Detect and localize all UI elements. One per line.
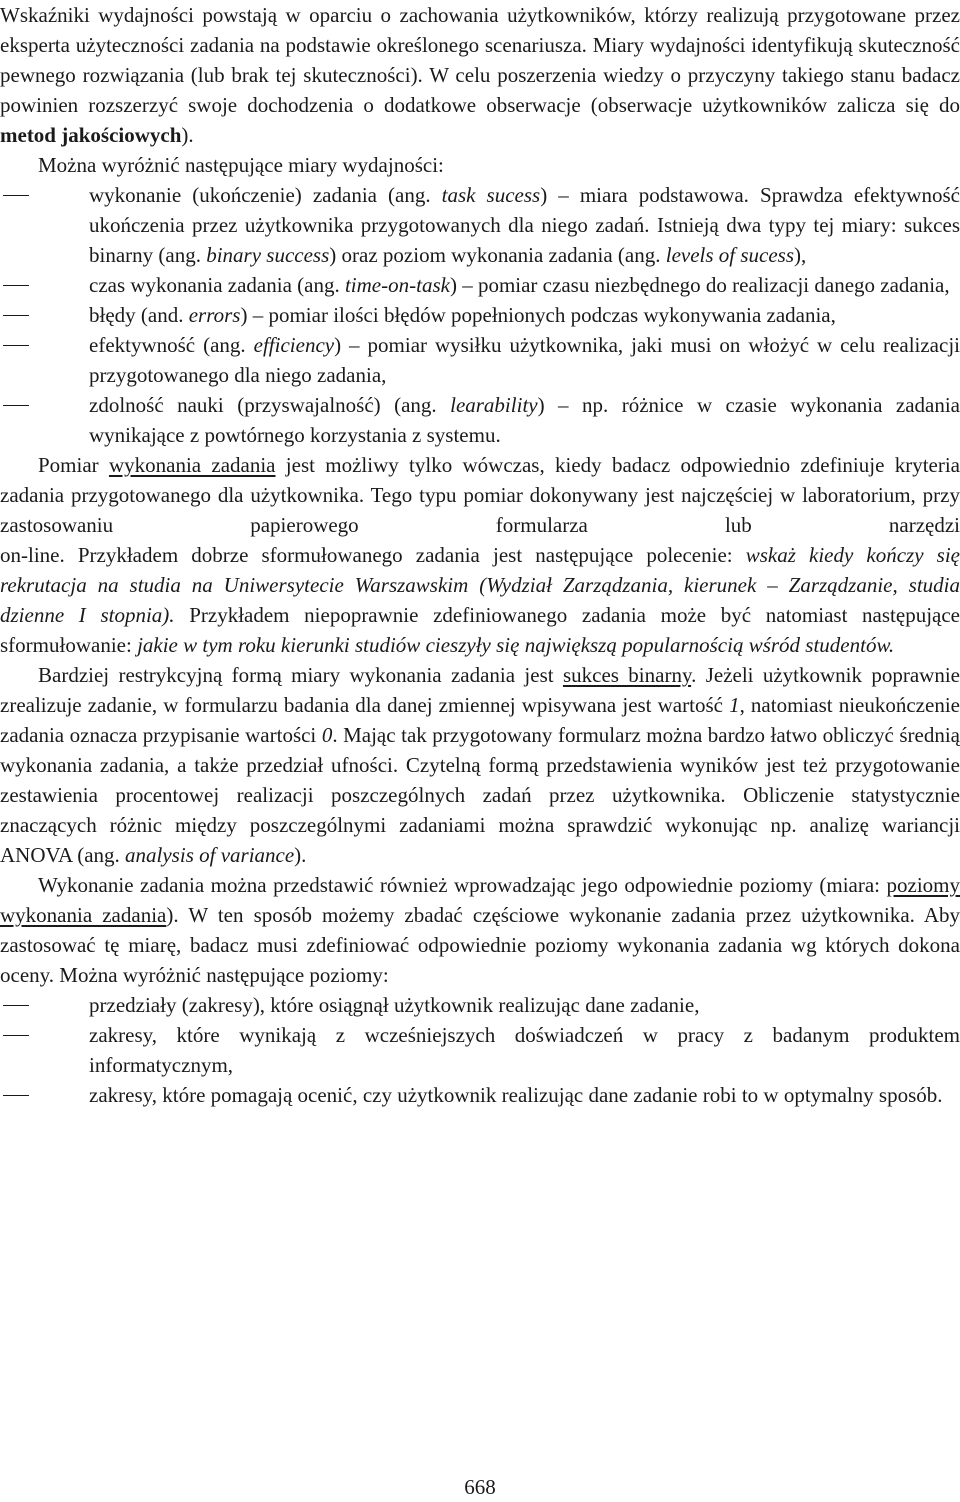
list-item: przedziały (zakresy), które osiągnął użytkownik realizując dane zadanie, <box>0 990 960 1020</box>
list-item: zakresy, które wynikają z wcześniejszych doświadczeń w pracy z badanym produktem informatycznym, <box>0 1020 960 1080</box>
list-item: czas wykonania zadania (ang. time-on-task) – pomiar czasu niezbędnego do realizacji danego zadania, <box>0 270 960 300</box>
list-item: efektywność (ang. efficiency) – pomiar wysiłku użytkownika, jaki musi on włożyć w celu realizacji przygotowanego dla niego zadania, <box>0 330 960 390</box>
list-item: zakresy, które pomagają ocenić, czy użytkownik realizując dane zadanie robi to w optymalny sposób. <box>0 1080 960 1110</box>
levels-list <box>0 990 960 1110</box>
task-completion-term: wykonania zadania <box>108 453 276 477</box>
list-item: wykonanie (ukończenie) zadania (ang. task sucess) – miara podstawowa. Sprawdza efektywność ukończenia przez użytkownika przygotowanych dla niego zadań. Istnieją dwa typy tej miary: sukces binarny (ang. binary success) oraz poziom wykonania zadania (ang. levels of sucess), <box>0 180 960 270</box>
measures-list <box>0 180 960 450</box>
levels-term: poziomy wykonania zadania <box>0 873 960 927</box>
intro-paragraph <box>0 0 960 150</box>
list-item: zdolność nauki (przyswajalność) (ang. learability) – np. różnice w czasie wykonania zadania wynikające z powtórnego korzystania z systemu. <box>0 390 960 450</box>
levels-paragraph: Wykonanie zadania można przedstawić również wprowadzając jego odpowiednie poziomy (miara: poziomy wykonania zadania). W ten sposób możemy zbadać częściowe wykonanie zadania przez użytkownika. Aby zastosować tę miarę, badacz musi zdefiniować odpowiednie poziomy wykonania zadania wg których dokona oceny. Można wyróżnić następujące poziomy: <box>0 873 960 987</box>
qualitative-methods-term: metod jakościowych <box>0 123 182 147</box>
measures-heading: Można wyróżnić następujące miary wydajności: <box>38 153 444 177</box>
bad-task-example: jakie w tym roku kierunki studiów cieszyły się największą popularnością wśród studentów. <box>137 633 895 657</box>
binary-success-term: sukces binarny <box>562 663 692 687</box>
intro-text-end: ). <box>181 123 194 147</box>
intro-text: Wskaźniki wydajności powstają w oparciu o zachowania użytkowników, którzy realizują przygotowane przez eksperta użyteczności zadania na podstawie określonego scenariusza. Miary wydajności identyfikują skuteczność pewnego rozwiązania (lub brak tej skuteczności). W celu poszerzenia wiedzy o przyczyny takiego stanu badacz powinien rozszerzyć swoje dochodzenia o dodatkowe obserwacje (obserwacje użytkowników zalicza się do <box>0 3 960 117</box>
list-item: błędy (and. errors) – pomiar ilości błędów popełnionych podczas wykonywania zadania, <box>0 300 960 330</box>
task-completion-paragraph-cont: on-line. Przykładem dobrze sformułowanego zadania jest następujące polecenie: wskaż kiedy kończy się rekrutacja na studia na Uniwersytecie Warszawskim (Wydział Zarządzania, kierunek – Zarządzanie, studia dzienne I stopnia). Przykładem niepoprawnie zdefiniowanego zadania może być natomiast następujące sformułowanie: jakie w tym roku kierunki studiów cieszyły się największą popularnością wśród studentów. <box>0 543 960 657</box>
page-number: 668 <box>464 1475 496 1499</box>
task-completion-paragraph: Pomiar wykonania zadania jest możliwy tylko wówczas, kiedy badacz odpowiednio zdefiniuje kryteria zadania przygotowanego dla użytkownika. Tego typu pomiar dokonywany jest najczęściej w laboratorium, przy zastosowaniu papierowego formularza lub narzędzi <box>0 453 960 537</box>
good-task-example: wskaż kiedy kończy się rekrutacja na studia na Uniwersytecie Warszawskim (Wydział Zarządzania, kierunek – Zarządzanie, studia dzienne I stopnia). <box>0 543 960 627</box>
binary-success-paragraph: Bardziej restrykcyjną formą miary wykonania zadania jest sukces binarny. Jeżeli użytkownik poprawnie zrealizuje zadanie, w formularzu badania dla danej zmiennej wpisywana jest wartość 1, natomiast nieukończenie zadania oznacza przypisanie wartości 0. Mając tak przygotowany formularz można bardzo łatwo obliczyć średnią wykonania zadania, a także przedział ufności. Czytelną formą przedstawienia wyników jest też przygotowanie zestawienia procentowej realizacji poszczególnych zadań przez użytkownika. Obliczenie statystycznie znaczących różnic między poszczególnymi zadaniami można sprawdzić wykonując np. analizę wariancji ANOVA (ang. analysis of variance). <box>0 663 960 867</box>
